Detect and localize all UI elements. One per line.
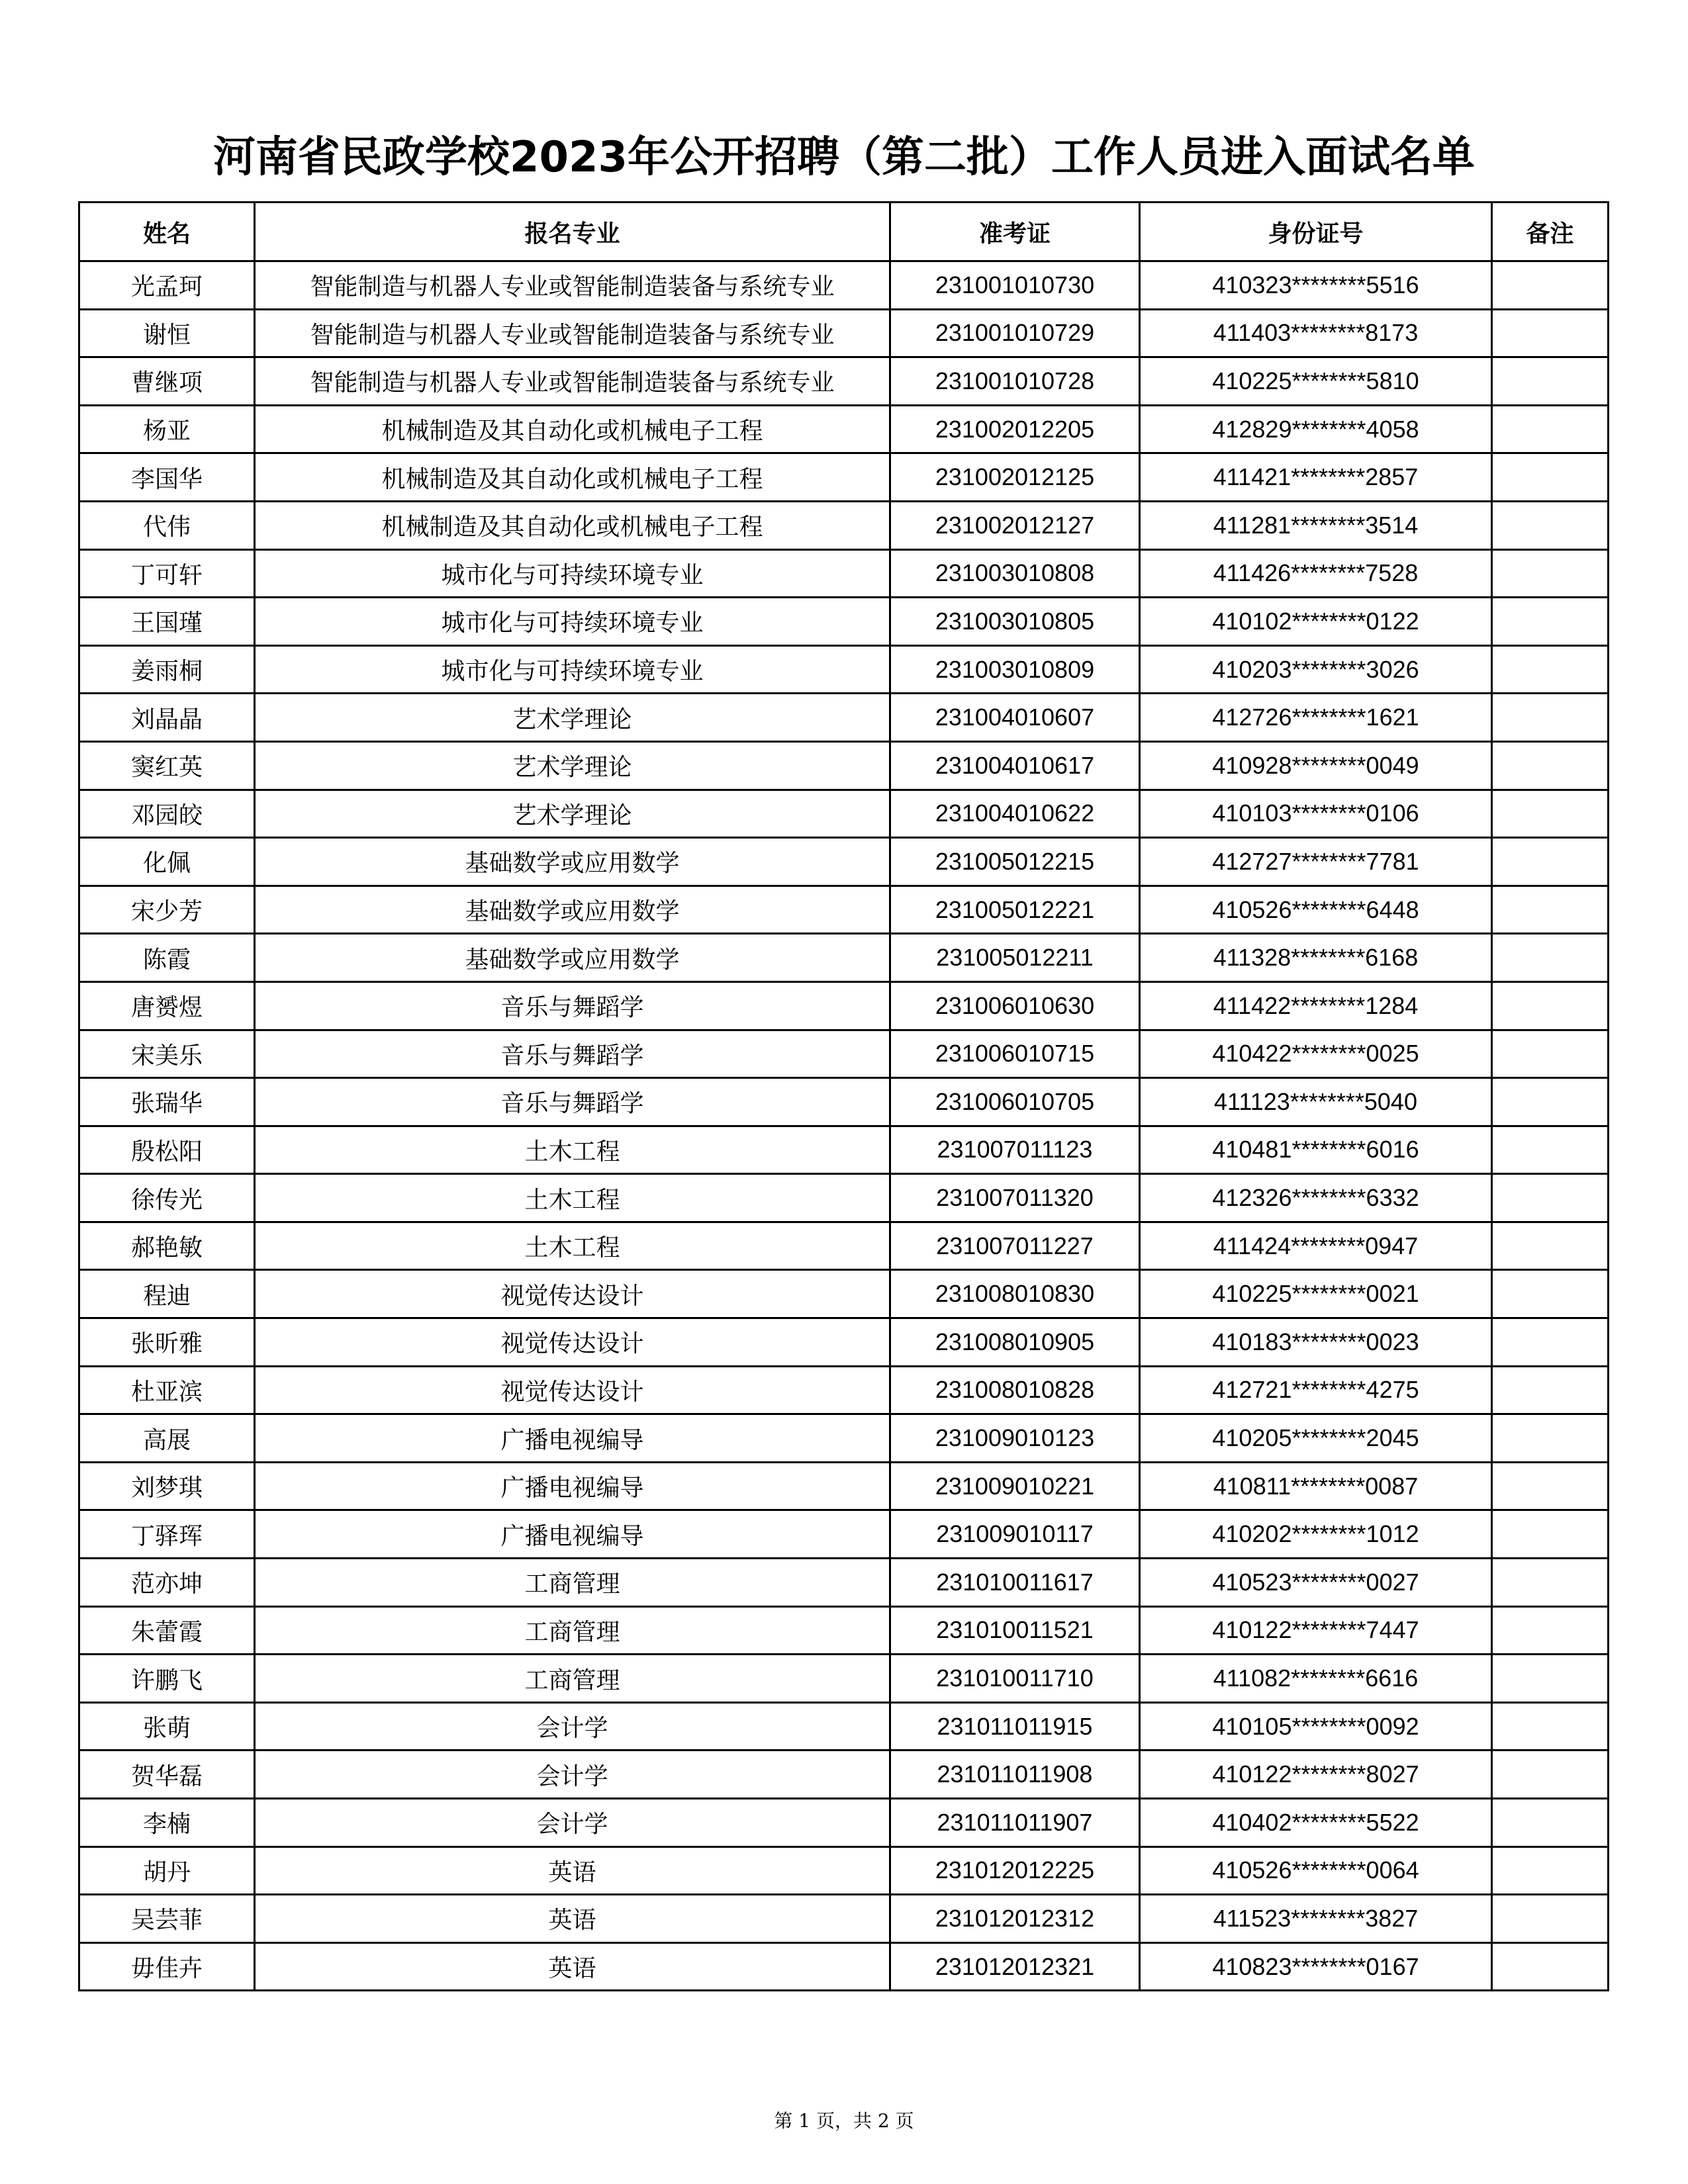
cell-note — [1492, 1366, 1609, 1414]
table-row — [79, 1462, 1609, 1510]
cell-ticket: 231003010808 — [890, 549, 1140, 598]
cell-ticket: 231005012215 — [890, 838, 1140, 886]
cell-major: 视觉传达设计 — [255, 1318, 890, 1367]
cell-major: 基础数学或应用数学 — [255, 886, 890, 934]
table-row — [79, 694, 1609, 742]
cell-ticket: 231012012312 — [890, 1895, 1140, 1943]
cell-id-number: 410523********0027 — [1140, 1559, 1492, 1607]
cell-name: 姜雨桐 — [79, 645, 255, 694]
cell-note — [1492, 309, 1609, 357]
cell-note — [1492, 886, 1609, 934]
cell-ticket: 231005012221 — [890, 886, 1140, 934]
cell-name: 刘晶晶 — [79, 694, 255, 742]
table-row — [79, 309, 1609, 357]
table-row — [79, 405, 1609, 453]
cell-major: 机械制造及其自动化或机械电子工程 — [255, 453, 890, 502]
cell-note — [1492, 1174, 1609, 1222]
cell-id-number: 411523********3827 — [1140, 1895, 1492, 1943]
cell-id-number: 410225********5810 — [1140, 357, 1492, 406]
cell-note — [1492, 357, 1609, 406]
table-row — [79, 1030, 1609, 1078]
table-row — [79, 1559, 1609, 1607]
cell-id-number: 411424********0947 — [1140, 1222, 1492, 1270]
cell-note — [1492, 1510, 1609, 1559]
cell-note — [1492, 1895, 1609, 1943]
cell-id-number: 411403********8173 — [1140, 309, 1492, 357]
cell-note — [1492, 1942, 1609, 1991]
cell-id-number: 412727********7781 — [1140, 838, 1492, 886]
cell-note — [1492, 934, 1609, 982]
cell-id-number: 410928********0049 — [1140, 741, 1492, 790]
table-row — [79, 838, 1609, 886]
cell-ticket: 231008010905 — [890, 1318, 1140, 1367]
cell-id-number: 411082********6616 — [1140, 1655, 1492, 1703]
cell-id-number: 410202********1012 — [1140, 1510, 1492, 1559]
cell-name: 范亦坤 — [79, 1559, 255, 1607]
cell-id-number: 410183********0023 — [1140, 1318, 1492, 1367]
table-row — [79, 501, 1609, 549]
cell-name: 吴芸菲 — [79, 1895, 255, 1943]
cell-ticket: 231009010221 — [890, 1462, 1140, 1510]
cell-id-number: 410102********0122 — [1140, 598, 1492, 646]
cell-major: 土木工程 — [255, 1174, 890, 1222]
cell-ticket: 231006010630 — [890, 981, 1140, 1030]
cell-note — [1492, 1414, 1609, 1463]
cell-name: 邓园皎 — [79, 790, 255, 838]
cell-name: 张萌 — [79, 1702, 255, 1751]
cell-note — [1492, 645, 1609, 694]
cell-note — [1492, 501, 1609, 549]
table-row — [79, 886, 1609, 934]
cell-major: 艺术学理论 — [255, 741, 890, 790]
cell-note — [1492, 1126, 1609, 1174]
cell-major: 城市化与可持续环境专业 — [255, 598, 890, 646]
cell-ticket: 231001010729 — [890, 309, 1140, 357]
cell-ticket: 231004010622 — [890, 790, 1140, 838]
cell-major: 音乐与舞蹈学 — [255, 1078, 890, 1126]
cell-name: 徐传光 — [79, 1174, 255, 1222]
cell-note — [1492, 1078, 1609, 1126]
cell-ticket: 231004010607 — [890, 694, 1140, 742]
cell-major: 工商管理 — [255, 1606, 890, 1655]
table-row — [79, 1222, 1609, 1270]
table-row — [79, 1270, 1609, 1318]
page-number: 第 1 页，共 2 页 — [774, 2110, 914, 2132]
cell-note — [1492, 981, 1609, 1030]
cell-id-number: 410323********5516 — [1140, 261, 1492, 310]
cell-name: 宋少芳 — [79, 886, 255, 934]
cell-ticket: 231012012321 — [890, 1942, 1140, 1991]
cell-id-number: 410526********6448 — [1140, 886, 1492, 934]
cell-major: 土木工程 — [255, 1126, 890, 1174]
cell-ticket: 231010011521 — [890, 1606, 1140, 1655]
cell-id-number: 410205********2045 — [1140, 1414, 1492, 1463]
header-id-number: 身份证号 — [1140, 203, 1492, 261]
cell-major: 英语 — [255, 1895, 890, 1943]
cell-id-number: 410105********0092 — [1140, 1702, 1492, 1751]
cell-name: 王国瑾 — [79, 598, 255, 646]
cell-id-number: 411328********6168 — [1140, 934, 1492, 982]
cell-note — [1492, 790, 1609, 838]
cell-id-number: 410481********6016 — [1140, 1126, 1492, 1174]
cell-major: 会计学 — [255, 1702, 890, 1751]
cell-major: 土木工程 — [255, 1222, 890, 1270]
cell-note — [1492, 1270, 1609, 1318]
cell-ticket: 231003010809 — [890, 645, 1140, 694]
cell-note — [1492, 598, 1609, 646]
cell-note — [1492, 838, 1609, 886]
cell-name: 张昕雅 — [79, 1318, 255, 1367]
cell-name: 化佩 — [79, 838, 255, 886]
cell-name: 唐赟煜 — [79, 981, 255, 1030]
cell-major: 视觉传达设计 — [255, 1366, 890, 1414]
cell-name: 程迪 — [79, 1270, 255, 1318]
cell-id-number: 410225********0021 — [1140, 1270, 1492, 1318]
cell-note — [1492, 1655, 1609, 1703]
cell-id-number: 410122********8027 — [1140, 1751, 1492, 1799]
cell-name: 谢恒 — [79, 309, 255, 357]
cell-name: 光孟珂 — [79, 261, 255, 310]
cell-ticket: 231007011320 — [890, 1174, 1140, 1222]
cell-major: 基础数学或应用数学 — [255, 934, 890, 982]
cell-name: 李国华 — [79, 453, 255, 502]
cell-major: 工商管理 — [255, 1559, 890, 1607]
table-row — [79, 453, 1609, 502]
cell-major: 会计学 — [255, 1799, 890, 1847]
table-row — [79, 1606, 1609, 1655]
cell-major: 音乐与舞蹈学 — [255, 981, 890, 1030]
cell-name: 杨亚 — [79, 405, 255, 453]
cell-name: 丁驿珲 — [79, 1510, 255, 1559]
cell-major: 智能制造与机器人专业或智能制造装备与系统专业 — [255, 309, 890, 357]
cell-major: 会计学 — [255, 1751, 890, 1799]
cell-major: 广播电视编导 — [255, 1510, 890, 1559]
cell-id-number: 410422********0025 — [1140, 1030, 1492, 1078]
cell-major: 城市化与可持续环境专业 — [255, 645, 890, 694]
cell-name: 李楠 — [79, 1799, 255, 1847]
table-row — [79, 1414, 1609, 1463]
table-row — [79, 1366, 1609, 1414]
cell-id-number: 411421********2857 — [1140, 453, 1492, 502]
cell-major: 工商管理 — [255, 1655, 890, 1703]
table-row — [79, 981, 1609, 1030]
cell-ticket: 231001010728 — [890, 357, 1140, 406]
cell-name: 陈霞 — [79, 934, 255, 982]
cell-name: 张瑞华 — [79, 1078, 255, 1126]
cell-note — [1492, 1702, 1609, 1751]
cell-note — [1492, 741, 1609, 790]
cell-major: 英语 — [255, 1942, 890, 1991]
cell-ticket: 231011011915 — [890, 1702, 1140, 1751]
cell-name: 殷松阳 — [79, 1126, 255, 1174]
cell-id-number: 410402********5522 — [1140, 1799, 1492, 1847]
cell-note — [1492, 1846, 1609, 1895]
cell-name: 郝艳敏 — [79, 1222, 255, 1270]
cell-name: 宋美乐 — [79, 1030, 255, 1078]
cell-id-number: 412829********4058 — [1140, 405, 1492, 453]
cell-note — [1492, 694, 1609, 742]
cell-ticket: 231004010617 — [890, 741, 1140, 790]
cell-major: 视觉传达设计 — [255, 1270, 890, 1318]
table-row — [79, 645, 1609, 694]
cell-id-number: 410811********0087 — [1140, 1462, 1492, 1510]
cell-ticket: 231002012205 — [890, 405, 1140, 453]
cell-major: 智能制造与机器人专业或智能制造装备与系统专业 — [255, 357, 890, 406]
cell-ticket: 231012012225 — [890, 1846, 1140, 1895]
page-title: 河南省民政学校2023年公开招聘（第二批）工作人员进入面试名单 — [212, 133, 1476, 182]
table-row — [79, 261, 1609, 310]
cell-major: 艺术学理论 — [255, 790, 890, 838]
cell-note — [1492, 405, 1609, 453]
table-row — [79, 1942, 1609, 1991]
cell-note — [1492, 1318, 1609, 1367]
cell-name: 胡丹 — [79, 1846, 255, 1895]
cell-ticket: 231011011907 — [890, 1799, 1140, 1847]
table-row — [79, 1510, 1609, 1559]
cell-id-number: 411123********5040 — [1140, 1078, 1492, 1126]
table-row — [79, 1126, 1609, 1174]
cell-note — [1492, 1030, 1609, 1078]
cell-ticket: 231002012127 — [890, 501, 1140, 549]
table-row — [79, 598, 1609, 646]
cell-id-number: 410526********0064 — [1140, 1846, 1492, 1895]
cell-ticket: 231008010830 — [890, 1270, 1140, 1318]
cell-major: 广播电视编导 — [255, 1414, 890, 1463]
cell-name: 毋佳卉 — [79, 1942, 255, 1991]
cell-name: 代伟 — [79, 501, 255, 549]
cell-name: 杜亚滨 — [79, 1366, 255, 1414]
header-note: 备注 — [1492, 203, 1609, 261]
cell-ticket: 231001010730 — [890, 261, 1140, 310]
cell-name: 贺华磊 — [79, 1751, 255, 1799]
cell-ticket: 231007011123 — [890, 1126, 1140, 1174]
cell-name: 丁可轩 — [79, 549, 255, 598]
cell-major: 基础数学或应用数学 — [255, 838, 890, 886]
cell-ticket: 231002012125 — [890, 453, 1140, 502]
cell-id-number: 410823********0167 — [1140, 1942, 1492, 1991]
table-row — [79, 1702, 1609, 1751]
cell-ticket: 231003010805 — [890, 598, 1140, 646]
cell-id-number: 411281********3514 — [1140, 501, 1492, 549]
cell-major: 智能制造与机器人专业或智能制造装备与系统专业 — [255, 261, 890, 310]
cell-name: 许鹏飞 — [79, 1655, 255, 1703]
cell-ticket: 231010011710 — [890, 1655, 1140, 1703]
cell-note — [1492, 453, 1609, 502]
cell-name: 朱蕾霞 — [79, 1606, 255, 1655]
cell-major: 机械制造及其自动化或机械电子工程 — [255, 501, 890, 549]
cell-id-number: 410103********0106 — [1140, 790, 1492, 838]
table-row — [79, 1895, 1609, 1943]
cell-major: 英语 — [255, 1846, 890, 1895]
cell-id-number: 410203********3026 — [1140, 645, 1492, 694]
cell-name: 刘梦琪 — [79, 1462, 255, 1510]
cell-id-number: 411426********7528 — [1140, 549, 1492, 598]
cell-id-number: 411422********1284 — [1140, 981, 1492, 1030]
cell-name: 高展 — [79, 1414, 255, 1463]
cell-name: 曹继项 — [79, 357, 255, 406]
interview-list-table — [78, 201, 1609, 1991]
table-row — [79, 1318, 1609, 1367]
table-row — [79, 1078, 1609, 1126]
cell-major: 音乐与舞蹈学 — [255, 1030, 890, 1078]
cell-ticket: 231008010828 — [890, 1366, 1140, 1414]
cell-note — [1492, 1462, 1609, 1510]
table-row — [79, 790, 1609, 838]
table-row — [79, 1751, 1609, 1799]
table-row — [79, 741, 1609, 790]
cell-note — [1492, 1799, 1609, 1847]
cell-id-number: 412726********1621 — [1140, 694, 1492, 742]
table-row — [79, 934, 1609, 982]
table-row — [79, 1846, 1609, 1895]
table-row — [79, 357, 1609, 406]
cell-name: 窦红英 — [79, 741, 255, 790]
cell-major: 广播电视编导 — [255, 1462, 890, 1510]
cell-major: 艺术学理论 — [255, 694, 890, 742]
cell-ticket: 231009010123 — [890, 1414, 1140, 1463]
cell-note — [1492, 261, 1609, 310]
header-name: 姓名 — [79, 203, 255, 261]
table-row — [79, 1799, 1609, 1847]
cell-id-number: 412326********6332 — [1140, 1174, 1492, 1222]
table-header-row — [79, 203, 1609, 261]
cell-id-number: 410122********7447 — [1140, 1606, 1492, 1655]
cell-ticket: 231010011617 — [890, 1559, 1140, 1607]
cell-id-number: 412721********4275 — [1140, 1366, 1492, 1414]
cell-major: 机械制造及其自动化或机械电子工程 — [255, 405, 890, 453]
cell-ticket: 231009010117 — [890, 1510, 1140, 1559]
table-row — [79, 1655, 1609, 1703]
header-ticket: 准考证 — [890, 203, 1140, 261]
header-major: 报名专业 — [255, 203, 890, 261]
table-row — [79, 549, 1609, 598]
table-body — [79, 261, 1609, 1991]
cell-ticket: 231006010705 — [890, 1078, 1140, 1126]
cell-ticket: 231006010715 — [890, 1030, 1140, 1078]
table-row — [79, 1174, 1609, 1222]
cell-major: 城市化与可持续环境专业 — [255, 549, 890, 598]
cell-note — [1492, 1606, 1609, 1655]
cell-note — [1492, 549, 1609, 598]
cell-ticket: 231007011227 — [890, 1222, 1140, 1270]
cell-ticket: 231005012211 — [890, 934, 1140, 982]
cell-ticket: 231011011908 — [890, 1751, 1140, 1799]
cell-note — [1492, 1222, 1609, 1270]
cell-note — [1492, 1559, 1609, 1607]
cell-note — [1492, 1751, 1609, 1799]
